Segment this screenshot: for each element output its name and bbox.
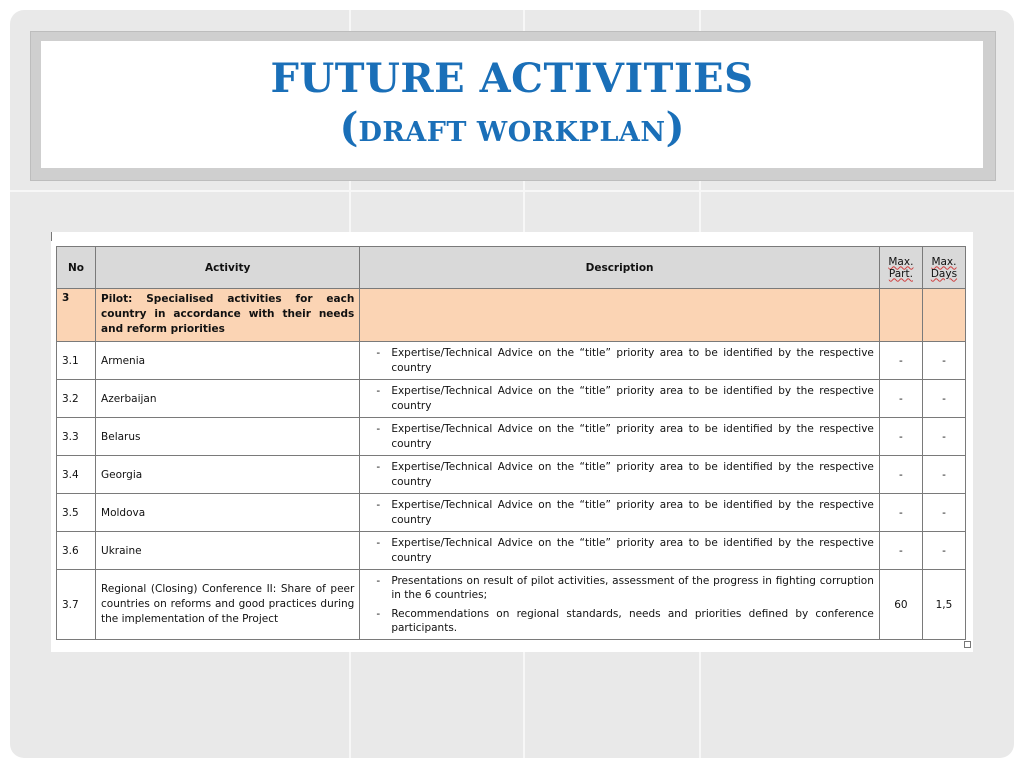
title-box: [41, 41, 983, 168]
row-max-days: -: [922, 418, 965, 456]
section-days: [922, 289, 965, 342]
row-description: - Presentations on result of pilot activities, assessment of the progress in fighting corruption in the 6 countries; - Recommendations on regional standards, needs and priorities defined by conference participants.: [360, 570, 880, 640]
row-no: 3.1: [57, 342, 96, 380]
header-max-part: Max. Part.: [879, 247, 922, 289]
row-no: 3.4: [57, 456, 96, 494]
row-max-days: -: [922, 342, 965, 380]
header-max-days: Max. Days: [922, 247, 965, 289]
bullet-dash: -: [376, 574, 381, 587]
row-no: 3.5: [57, 494, 96, 532]
resize-handle-icon: [964, 641, 971, 648]
bullet-dash: -: [376, 607, 381, 620]
section-part: [879, 289, 922, 342]
bullet-dash: -: [376, 537, 381, 549]
row-activity: Belarus: [96, 418, 360, 456]
row-activity: Azerbaijan: [96, 380, 360, 418]
row-activity: Ukraine: [96, 532, 360, 570]
row-no: 3.2: [57, 380, 96, 418]
row-no: 3.3: [57, 418, 96, 456]
table-row: [57, 494, 966, 532]
row-activity: Armenia: [96, 342, 360, 380]
section-activity: Pilot: Specialised activities for each country in accordance with their needs and reform priorities: [96, 289, 360, 342]
subtitle-close-paren: ): [665, 104, 685, 151]
row-max-part: -: [879, 380, 922, 418]
row-description: - Expertise/Technical Advice on the “title” priority area to be identified by the respective country: [360, 456, 880, 494]
row-description: - Expertise/Technical Advice on the “title” priority area to be identified by the respective country: [360, 494, 880, 532]
row-description: - Expertise/Technical Advice on the “title” priority area to be identified by the respective country: [360, 418, 880, 456]
header-no: No: [57, 247, 96, 289]
header-activity: Activity: [96, 247, 360, 289]
row-max-days: -: [922, 456, 965, 494]
table-row: [57, 418, 966, 456]
bullet-dash: -: [376, 347, 381, 359]
section-row: [57, 289, 966, 342]
workplan-table-image: [51, 232, 973, 652]
table-row: [57, 570, 966, 640]
title-frame: [30, 31, 996, 181]
row-max-part: -: [879, 418, 922, 456]
table-row: [57, 532, 966, 570]
section-description: [360, 289, 880, 342]
bullet-dash: -: [376, 499, 381, 511]
table-row: [57, 380, 966, 418]
workplan-table: [56, 246, 966, 640]
row-no: 3.6: [57, 532, 96, 570]
table-anchor-mark: [51, 232, 52, 241]
row-description: - Expertise/Technical Advice on the “title” priority area to be identified by the respective country: [360, 532, 880, 570]
section-no: 3: [57, 289, 96, 342]
row-description: - Expertise/Technical Advice on the “title” priority area to be identified by the respective country: [360, 380, 880, 418]
row-max-part: -: [879, 532, 922, 570]
row-no: 3.7: [57, 570, 96, 640]
row-description: - Expertise/Technical Advice on the “title” priority area to be identified by the respective country: [360, 342, 880, 380]
grid-line: [10, 190, 1014, 192]
row-max-days: -: [922, 380, 965, 418]
row-activity: Georgia: [96, 456, 360, 494]
subtitle-text: DRAFT WORKPLAN: [358, 117, 666, 148]
bullet-dash: -: [376, 385, 381, 397]
slide-background: [10, 10, 1014, 758]
row-max-days: -: [922, 494, 965, 532]
row-activity: Moldova: [96, 494, 360, 532]
slide-title: FUTURE ACTIVITIES: [270, 55, 754, 102]
row-max-days: -: [922, 532, 965, 570]
table-row: [57, 342, 966, 380]
row-max-part: -: [879, 342, 922, 380]
header-description: Description: [360, 247, 880, 289]
row-max-days: 1,5: [922, 570, 965, 640]
row-activity: Regional (Closing) Conference II: Share of peer countries on reforms and good practices during the implementation of the Project: [96, 570, 360, 640]
row-max-part: -: [879, 456, 922, 494]
bullet-dash: -: [376, 461, 381, 473]
row-max-part: -: [879, 494, 922, 532]
bullet-dash: -: [376, 423, 381, 435]
subtitle-open-paren: (: [339, 104, 359, 151]
table-header-row: [57, 247, 966, 289]
table-row: [57, 456, 966, 494]
slide-subtitle: [41, 104, 983, 151]
row-max-part: 60: [879, 570, 922, 640]
